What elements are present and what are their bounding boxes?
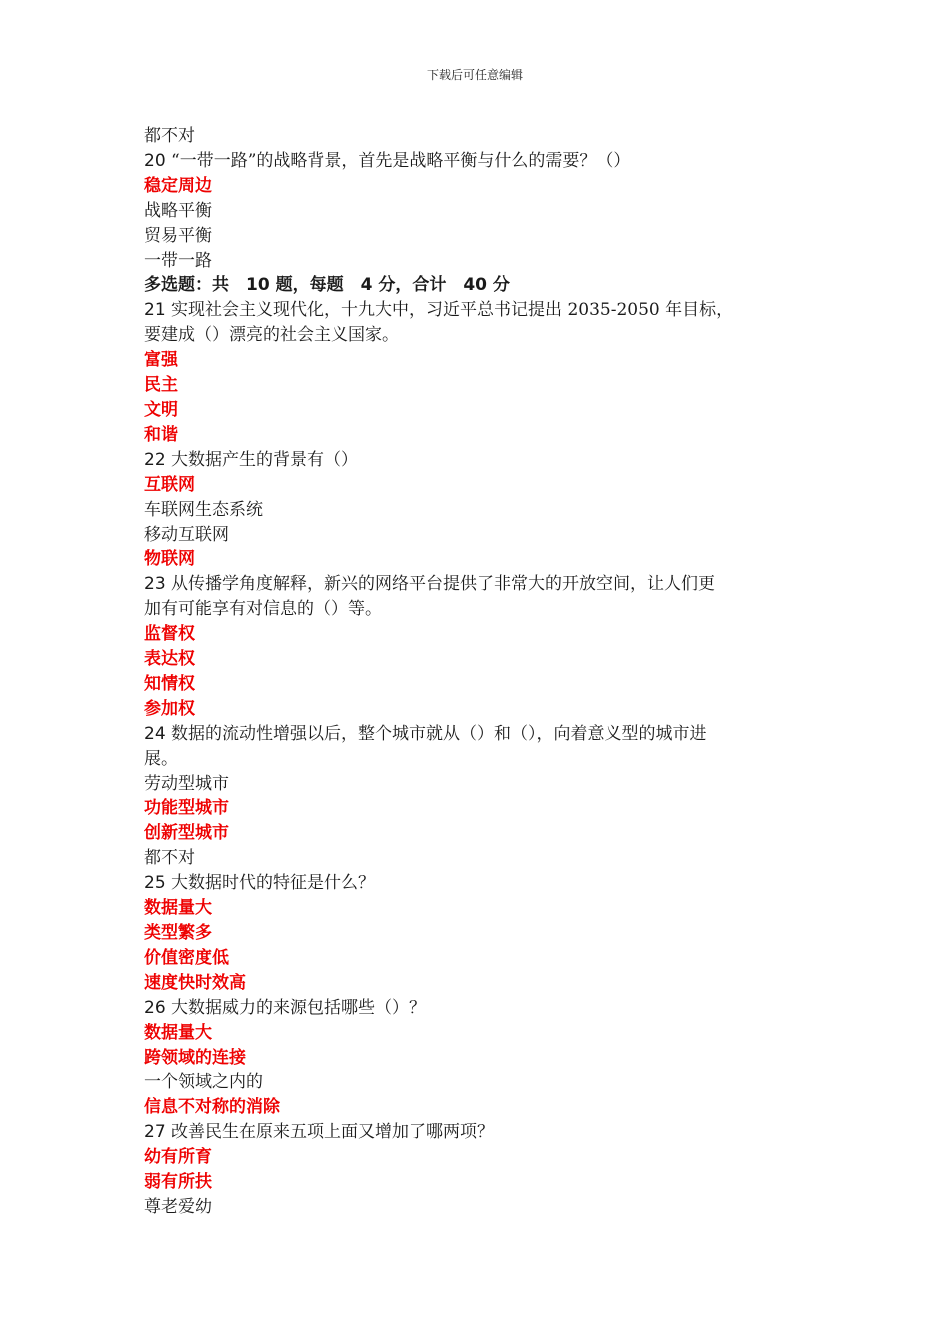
question-number: 25 (144, 873, 166, 894)
question-number: 23 (144, 574, 166, 595)
question-number: 22 (144, 449, 166, 470)
answer-option: 幼有所育 (144, 1147, 212, 1168)
answer-option: 功能型城市 (144, 798, 229, 819)
section-heading: 多选题：共 10 题，每题 4 分，合计 40 分 (144, 275, 510, 296)
answer-option: 表达权 (144, 649, 195, 670)
question-text (144, 448, 824, 473)
question-body: 数据的流动性增强以后，整个城市就从（）和（），向着意义型的城市进 (165, 723, 707, 744)
option-text: 都不对 (144, 126, 195, 146)
question-number: 21 (144, 300, 166, 321)
question-number: 27 (144, 1122, 166, 1143)
option-text: 移动互联网 (144, 524, 229, 545)
question-body: 大数据产生的背景有（） (165, 449, 359, 470)
option-text: 劳动型城市 (144, 773, 229, 794)
answer-option: 价值密度低 (144, 947, 229, 968)
answer-option: 创新型城市 (144, 823, 229, 844)
answer-option: 文明 (144, 399, 178, 420)
answer-option: 数据量大 (144, 898, 212, 919)
answer-option: 和谐 (144, 424, 178, 445)
option-text: 一带一路 (144, 250, 212, 271)
answer-option: 稳定周边 (144, 175, 212, 196)
answer-option: 速度快时效高 (144, 972, 246, 993)
option-text: 一个领域之内的 (144, 1072, 263, 1093)
option-text: 贸易平衡 (144, 225, 212, 246)
question-text (144, 1120, 824, 1145)
answer-option: 富强 (144, 350, 178, 371)
answer-option: 知情权 (144, 673, 195, 694)
question-number: 20 (144, 150, 166, 171)
option-text: 车联网生态系统 (144, 499, 263, 520)
option-text: 尊老爱幼 (144, 1196, 212, 1217)
option-text: 都不对 (144, 848, 195, 869)
question-number: 26 (144, 997, 166, 1018)
question-text-continued: 要建成（）漂亮的社会主义国家。 (144, 325, 399, 346)
question-text-continued: 展。 (144, 748, 178, 769)
question-text (144, 572, 824, 597)
question-body: 大数据威力的来源包括哪些（）？ (165, 997, 427, 1018)
answer-option: 监督权 (144, 624, 195, 645)
question-text (144, 871, 824, 896)
question-body: “一带一路”的战略背景，首先是战略平衡与什么的需要？（） (165, 150, 631, 171)
question-text (144, 996, 824, 1021)
question-body: 大数据时代的特征是什么？ (165, 873, 376, 894)
question-text (144, 298, 824, 323)
question-text (144, 722, 824, 747)
option-text: 战略平衡 (144, 200, 212, 221)
answer-option: 参加权 (144, 698, 195, 719)
question-body: 从传播学角度解释，新兴的网络平台提供了非常大的开放空间，让人们更 (165, 574, 716, 595)
question-body: 改善民生在原来五项上面又增加了哪两项？ (165, 1122, 495, 1143)
answer-option: 互联网 (144, 474, 195, 495)
document-body (144, 124, 824, 1220)
question-text-continued: 加有可能享有对信息的（）等。 (144, 599, 382, 620)
question-body: 实现社会主义现代化，十九大中，习近平总书记提出 2035-2050 年目标， (165, 300, 734, 321)
answer-option: 类型繁多 (144, 923, 212, 943)
answer-option: 弱有所扶 (144, 1172, 212, 1193)
page-header: 下载后可任意编辑 (426, 68, 523, 82)
answer-option: 民主 (144, 375, 178, 396)
answer-option: 数据量大 (144, 1022, 212, 1043)
question-number: 24 (144, 723, 166, 744)
answer-option: 跨领域的连接 (144, 1047, 246, 1068)
answer-option: 信息不对称的消除 (144, 1097, 280, 1118)
answer-option: 物联网 (144, 549, 195, 570)
question-text (144, 149, 824, 174)
